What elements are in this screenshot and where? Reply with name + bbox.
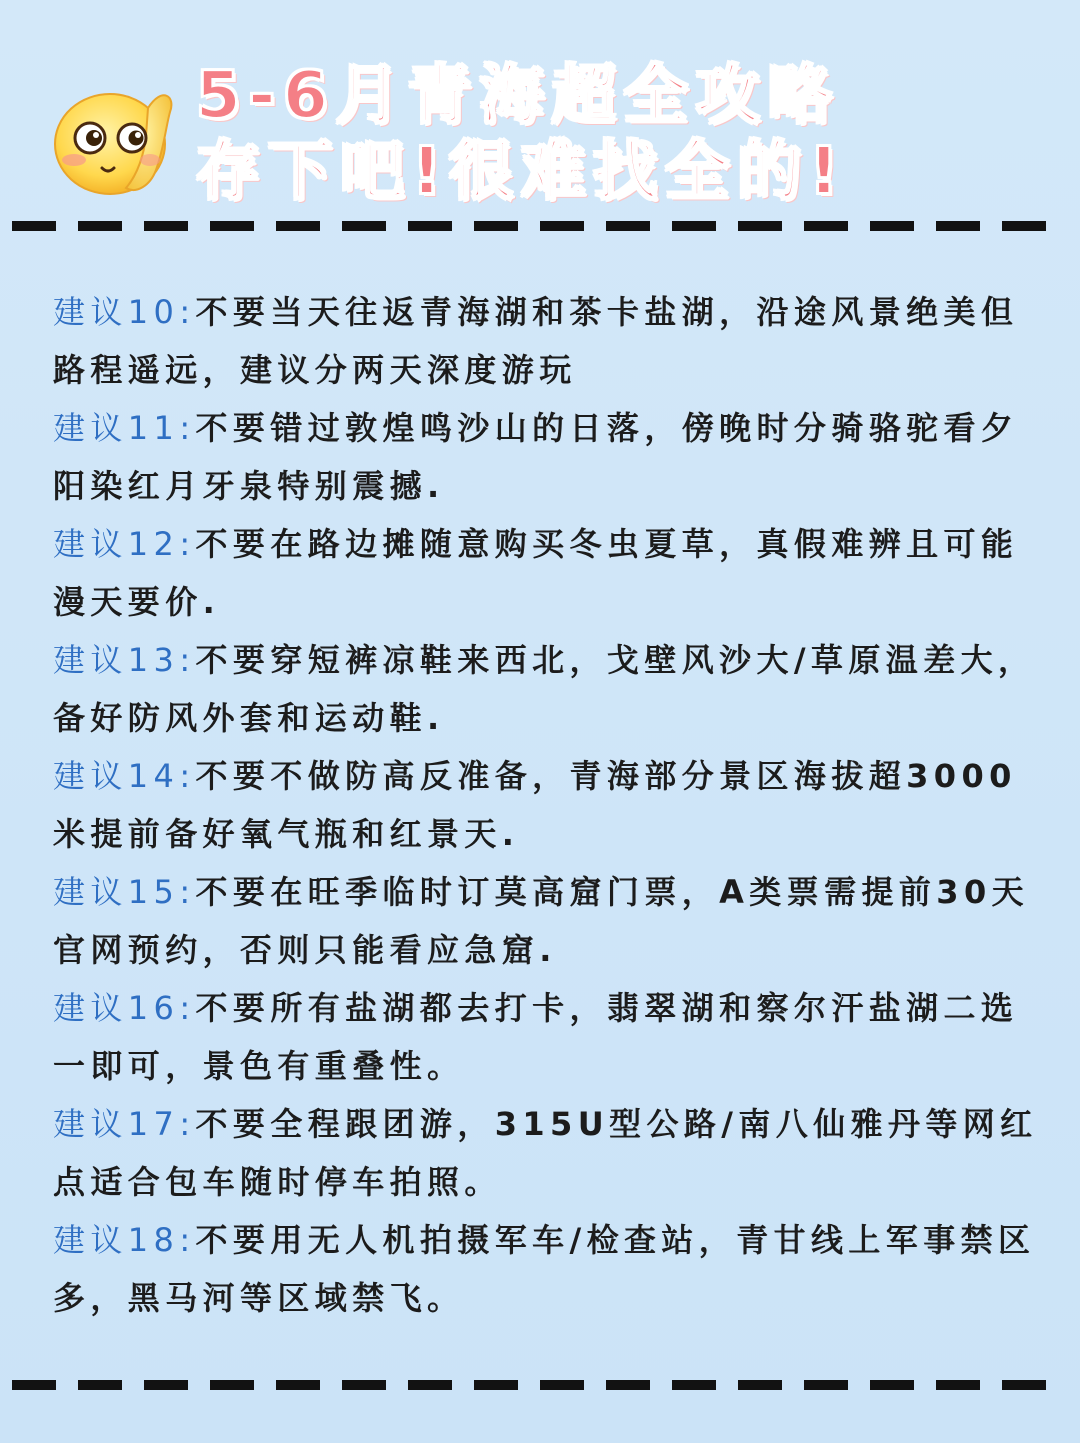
tip-label: 建议13:	[53, 641, 196, 679]
dashed-divider-top	[12, 221, 1068, 231]
tip-label: 建议18:	[53, 1221, 196, 1259]
tip-label: 建议15:	[53, 873, 196, 911]
tip-item	[53, 399, 1038, 515]
tip-item	[53, 283, 1038, 399]
tip-text: 不要当天往返青海湖和茶卡盐湖，沿途风景绝美但路程遥远，建议分两天深度游玩	[53, 293, 1019, 389]
tip-item	[53, 979, 1038, 1095]
title-line-2: 存下吧!很难找全的!	[196, 135, 847, 209]
tip-label: 建议11:	[53, 409, 196, 447]
tip-item	[53, 747, 1038, 863]
title-line-1: 5-6月青海超全攻略	[196, 59, 840, 133]
tip-item	[53, 863, 1038, 979]
tip-label: 建议14:	[53, 757, 196, 795]
dashed-divider-bottom	[12, 1380, 1068, 1390]
tip-label: 建议10:	[53, 293, 196, 331]
tip-item	[53, 631, 1038, 747]
tip-label: 建议16:	[53, 989, 196, 1027]
tip-item	[53, 515, 1038, 631]
tip-text: 不要穿短裤凉鞋来西北，戈壁风沙大/草原温差大，备好防风外套和运动鞋.	[53, 641, 1036, 737]
tips-list	[53, 283, 1038, 1327]
tip-text: 不要用无人机拍摄军车/检查站，青甘线上军事禁区多，黑马河等区域禁飞。	[53, 1221, 1036, 1317]
page-title	[196, 58, 846, 210]
thinking-face-emoji-icon	[52, 78, 182, 203]
tip-label: 建议17:	[53, 1105, 196, 1143]
tip-item	[53, 1095, 1038, 1211]
tip-label: 建议12:	[53, 525, 196, 563]
tip-text: 不要不做防高反准备，青海部分景区海拔超3000米提前备好氧气瓶和红景天.	[53, 757, 1017, 853]
tip-text: 不要全程跟团游，315U型公路/南八仙雅丹等网红点适合包车随时停车拍照。	[53, 1105, 1038, 1201]
header	[0, 0, 1080, 210]
tip-text: 不要错过敦煌鸣沙山的日落，傍晚时分骑骆驼看夕阳染红月牙泉特别震撼.	[53, 409, 1019, 505]
tip-text: 不要所有盐湖都去打卡，翡翠湖和察尔汗盐湖二选一即可，景色有重叠性。	[53, 989, 1019, 1085]
tip-text: 不要在旺季临时订莫高窟门票，A类票需提前30天官网预约，否则只能看应急窟.	[53, 873, 1030, 969]
tip-text: 不要在路边摊随意购买冬虫夏草，真假难辨且可能漫天要价.	[53, 525, 1019, 621]
tip-item	[53, 1211, 1038, 1327]
